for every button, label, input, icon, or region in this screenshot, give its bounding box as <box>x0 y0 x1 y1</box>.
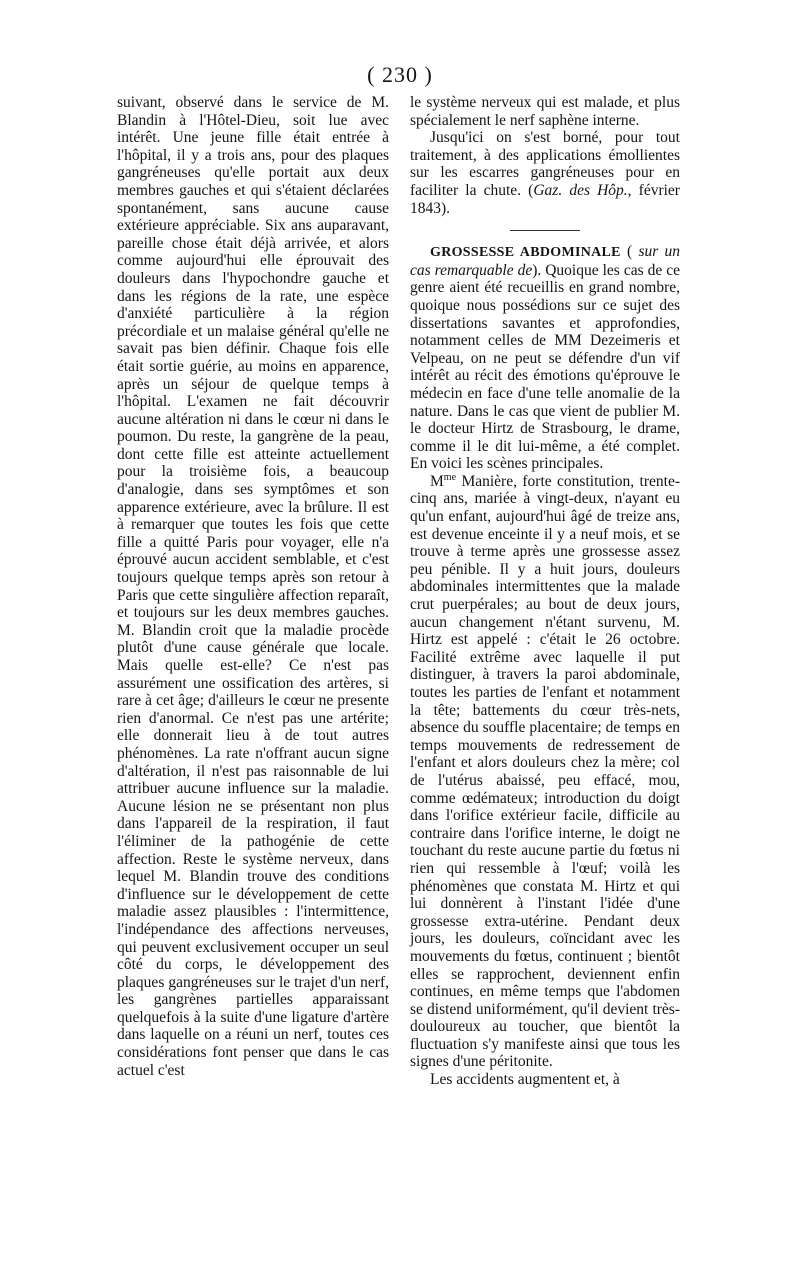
left-column <box>117 94 389 1079</box>
paragraph-accidents: Les accidents augmentent et, à <box>430 1071 620 1089</box>
observation-text: Manière, forte constitution, trente-cinq ans, mariée à vingt-deux, n'ayant eu qu'un enfant, aujourd'hui âgé de treize ans, est devenue enceinte il y a neuf mois, et se trouve à terme après une grossesse assez peu pénible. Il y a huit jours, douleurs abdominales intermittentes que la malade crut puerpérales; au bout de deux jours, aucun changement n'étant survenu, M. Hirtz est appelé : c'était le 26 octobre. Facilité extrême avec laquelle il put distinguer, à travers la paroi abdominale, toutes les parties de l'enfant et notamment la tête; battements du cœur très-nets, absence du souffle placentaire; de temps en temps mouvements de redressement de l'enfant et alors douleurs chez la mère; col de l'utérus abaissé, peu effacé, mou, comme œdémateux; introduction du doigt dans l'orifice extérieur facile, difficile au contraire dans l'orifice interne, le doigt ne touchant du reste aucune partie du fœtus ni rien qui ressemble à l'œuf; voilà les phénomènes que constata M. Hirtz et qui lui donnèrent à l'instant l'idée d'une grossesse extra-utérine. Pendant deux jours, les douleurs, coïncidant avec les mouvements du fœtus, continuent ; bientôt elles se rapprochent, deviennent enfin continues, en même temps que l'abdomen se distend uniformément, qu'il devient très-douloureux au toucher, que bientôt la fluctuation s'y manifeste ainsi que tous les signes d'une péritonite. <box>410 472 680 1071</box>
paragraph-traitement <box>410 129 680 217</box>
heading-paren-close: ). <box>532 261 546 279</box>
page-number: ( 230 ) <box>367 62 433 87</box>
left-column-text: suivant, observé dans le service de M. Blandin à l'Hôtel-Dieu, soit lue avec intérêt. Une jeune fille était entrée à l'hôpital, il y a trois ans, pour des plaques gangréneuses qu'elle portait aux deux membres gauches et qui s'étaient déclarées spontanément, sans aucune cause extérieure appréciable. Six ans auparavant, pareille chose était déjà arrivée, et alors comme aujourd'hui elle éprouvait des douleurs dans l'hypochondre gauche et dans les régions de la rate, une espèce d'anxiété particulière à la région précordiale et un malaise général qu'elle ne savait pas bien définir. Chaque fois elle était sortie guérie, au moins en apparence, après un séjour de quelque temps à l'hôpital. L'examen ne fait découvrir aucune altération ni dans le cœur ni dans le poumon. Du reste, la gangrène de la peau, dont cette fille est atteinte actuellement pour la troisième fois, a beaucoup d'analogie, dans ses symptômes et son apparence extérieure, avec la brûlure. Il est à remarquer que toutes les fois que cette fille a quitté Paris pour voyager, elle n'a éprouvé aucun accident semblable, et c'est toujours quelque temps après son retour à Paris que cette singulière affection reparaît, et toujours sur les deux membres gauches. M. Blandin croit que la maladie procède plutôt d'une cause générale que locale. Mais quelle est-elle? Ce n'est pas assurément une ossification des artères, si rare à cet âge; d'ailleurs le cœur ne presente rien d'anormal. Ce n'est pas une artérite; elle donnerait lieu à de tout autres phénomènes. La rate n'offrant aucun signe d'altération, il n'est pas raisonnable de lui attribuer aucune influence sur la maladie. Aucune lésion ne se présentant non plus dans l'appareil de la respiration, il faut l'éliminer de la pathogénie de cette affection. Reste le système nerveux, dans lequel M. Blandin trouve des conditions d'influence sur le développement de cette maladie assez plausibles : l'intermittence, l'indépendance des affections nerveuses, qui peuvent exclusivement occuper un seul côté du corps, le développement des plaques gangréneuses sur le trajet d'un nerf, les gangrènes partielles apparaissant quelquefois à la suite d'une ligature d'artère dans laquelle on a réuni un nerf, toutes ces considérations font penser que dans le cas actuel c'est <box>117 94 389 1079</box>
section-divider <box>510 230 580 231</box>
title-abbrev: M <box>430 472 444 490</box>
paragraph-observation <box>410 473 680 1071</box>
section-subtitle: sur un cas remarquable de <box>410 243 680 279</box>
intro-text: Quoique les cas de ce genre aient été recueillis en grand nombre, quoique nous possédions sur ce sujet des dissertations savantes et approfondies, notamment celles de MM Dezeimeris et Velpeau, on ne peut se défendre d'un vif intérêt au récit des émotions qu'éprouve le médecin en face d'une telle anomalie de la nature. Dans le cas que vient de publier M. le docteur Hirtz de Strasbourg, le drame, comme il le dit lui-même, a été complet. En voici les scènes principales. <box>410 261 680 473</box>
citation-date: , février 1843). <box>410 181 680 217</box>
heading-paren-open: ( <box>620 243 639 261</box>
section-heading: GROSSESSE ABDOMINALE <box>430 245 621 261</box>
paragraph-nerf-saphene: le système nerveux qui est malade, et plus spécialement le nerf saphène interne. <box>410 94 680 129</box>
right-column <box>410 94 680 1089</box>
title-abbrev-sup: me <box>443 471 457 483</box>
citation-source: Gaz. des Hôp. <box>533 181 628 199</box>
traitement-text: Jusqu'ici on s'est borné, pour tout traitement, à des applications émollientes sur les escarres gangréneuses pour en faciliter la chute. ( <box>410 129 680 199</box>
paragraph-grossesse-intro <box>410 243 680 473</box>
